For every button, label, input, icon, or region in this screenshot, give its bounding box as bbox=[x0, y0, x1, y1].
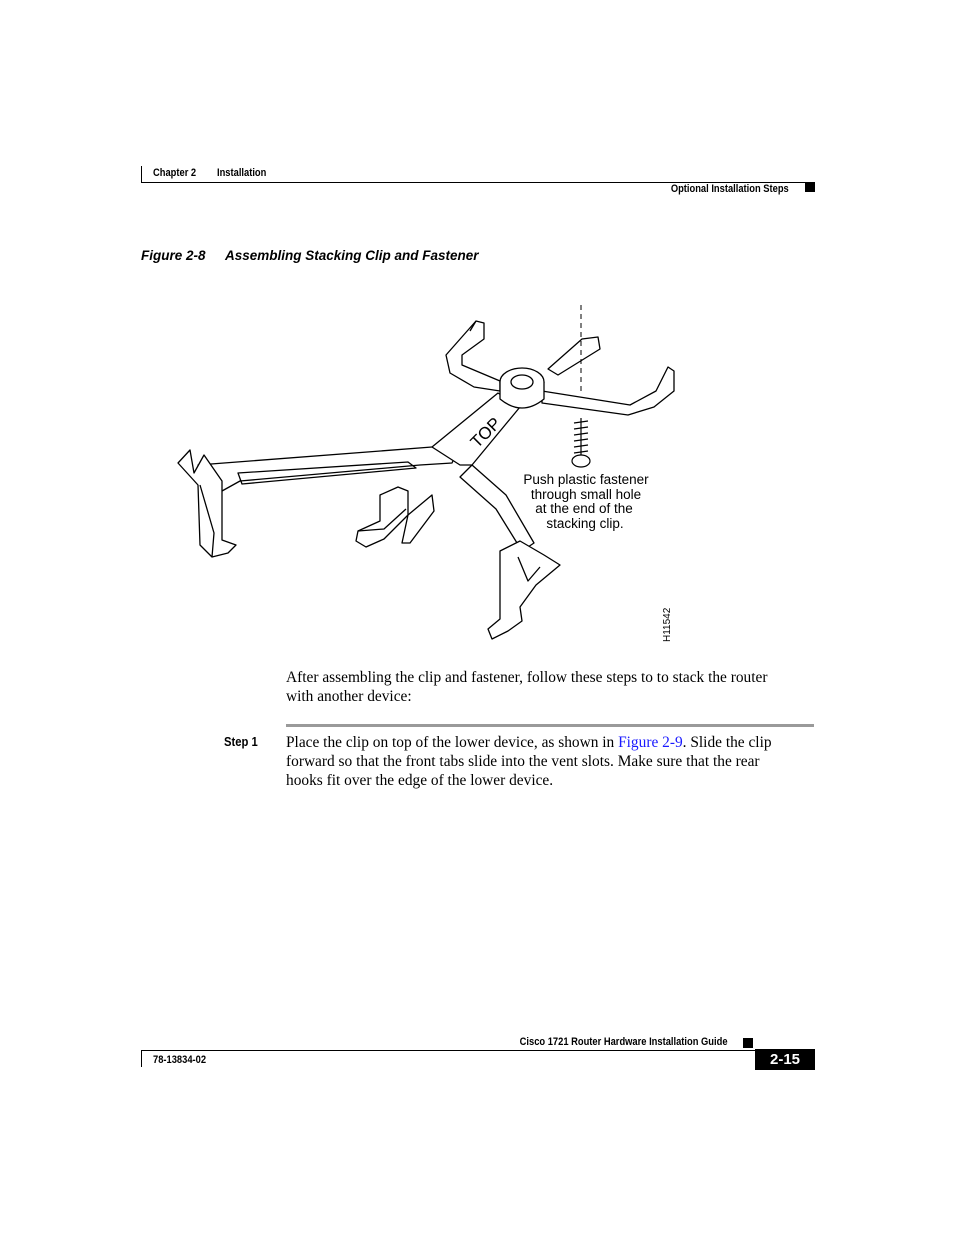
footer-rule bbox=[141, 1050, 755, 1051]
callout-line-2: through small hole bbox=[530, 487, 642, 502]
stacking-clip-illustration bbox=[170, 295, 710, 655]
figure-caption bbox=[141, 248, 479, 263]
clip-top-label: TOP bbox=[466, 413, 505, 452]
plastic-fastener-icon bbox=[572, 418, 590, 467]
step-1-line-1-b: . Slide the clip bbox=[682, 734, 772, 751]
clip-top-bracket bbox=[446, 321, 500, 391]
figure-title: Assembling Stacking Clip and Fastener bbox=[225, 248, 479, 263]
chapter-number: Chapter 2 bbox=[153, 167, 197, 179]
step-1-line-1 bbox=[286, 733, 772, 752]
chapter-title: Installation bbox=[217, 167, 267, 179]
page-number: 2-15 bbox=[755, 1049, 815, 1070]
art-id: H11542 bbox=[662, 607, 673, 642]
step-1-line-3: hooks fit over the edge of the lower device. bbox=[286, 772, 554, 789]
header-marker-square bbox=[805, 182, 815, 192]
step-1-line-2: forward so that the front tabs slide into the vent slots. Make sure that the rear bbox=[286, 753, 760, 770]
step-1-line-1-a: Place the clip on top of the lower device, as shown in bbox=[286, 734, 619, 751]
clip-lower-tab bbox=[356, 487, 408, 547]
clip-lower-right-hook bbox=[488, 541, 560, 639]
footer-left-tick bbox=[141, 1050, 142, 1067]
intro-line-1: After assembling the clip and fastener, follow these steps to to stack the router bbox=[286, 669, 768, 686]
guide-title: Cisco 1721 Router Hardware Installation Guide bbox=[520, 1036, 728, 1048]
intro-paragraph bbox=[286, 668, 767, 706]
intro-line-2: with another device: bbox=[286, 688, 412, 705]
step-1-text bbox=[286, 733, 772, 790]
step-1-label: Step 1 bbox=[224, 735, 258, 749]
figure-2-9-link[interactable]: Figure 2-9 bbox=[618, 734, 683, 751]
figure-number: Figure 2-8 bbox=[141, 248, 206, 263]
callout-line-3: at the end of the bbox=[535, 501, 633, 516]
section-title: Optional Installation Steps bbox=[671, 183, 789, 195]
clip-right-bracket bbox=[542, 367, 674, 415]
callout-line-4: stacking clip. bbox=[546, 516, 624, 531]
callout-line-1: Push plastic fastener bbox=[523, 472, 649, 487]
doc-number: 78-13834-02 bbox=[153, 1054, 207, 1066]
clip-left-arm bbox=[198, 445, 460, 491]
header-left-tick bbox=[141, 166, 142, 183]
footer-marker-square bbox=[743, 1038, 753, 1048]
procedure-rule bbox=[286, 724, 814, 727]
